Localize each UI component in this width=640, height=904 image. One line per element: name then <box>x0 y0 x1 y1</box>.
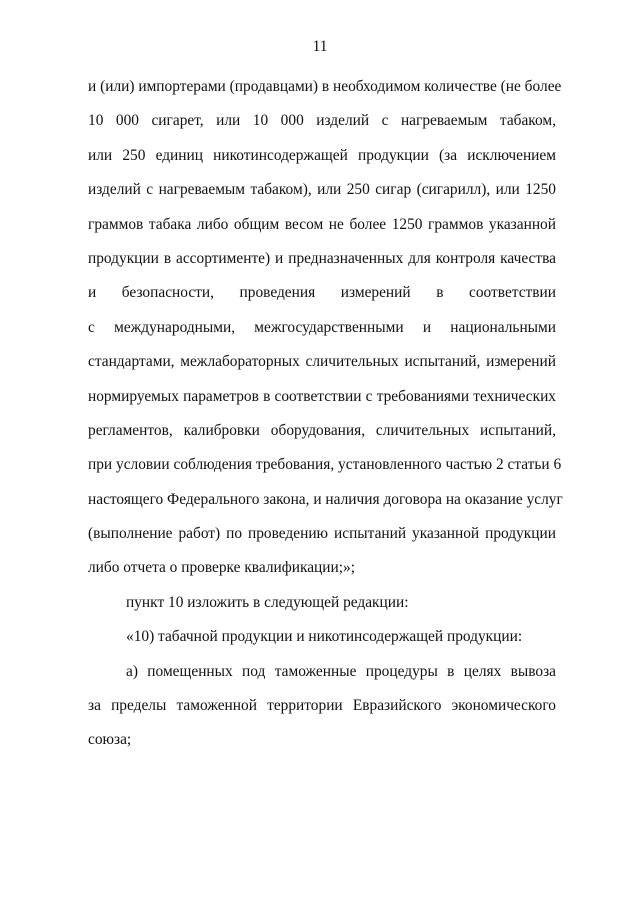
document-body <box>88 70 563 758</box>
text-line: или 250 единиц никотинсодержащей продукции (за исключением <box>88 146 556 164</box>
text-line: «10) табачной продукции и никотинсодержащей продукции: <box>126 628 523 646</box>
text-line: продукции в ассортименте) и предназначенных для контроля качества <box>88 249 556 267</box>
text-line: пункт 10 изложить в следующей редакции: <box>126 593 409 611</box>
text-line: граммов табака либо общим весом не более 1250 граммов указанной <box>88 215 556 233</box>
text-line: (выполнение работ) по проведению испытаний указанной продукции <box>88 525 556 543</box>
text-line: союза; <box>88 731 132 749</box>
page-number: 11 <box>312 38 328 55</box>
text-line: нормируемых параметров в соответствии с требованиями технических <box>88 387 556 405</box>
text-line: либо отчета о проверке квалификации;»; <box>88 559 355 577</box>
text-line: изделий с нагреваемым табаком), или 250 сигар (сигарилл), или 1250 <box>88 181 556 199</box>
text-line: настоящего Федерального закона, и наличия договора на оказание услуг <box>88 490 563 508</box>
text-line: и безопасности, проведения измерений в соответствии <box>88 284 556 302</box>
text-line: 10 000 сигарет, или 10 000 изделий с нагреваемым табаком, <box>88 112 556 130</box>
text-line: а) помещенных под таможенные процедуры в целях вывоза <box>126 662 556 680</box>
text-line: регламентов, калибровки оборудования, сличительных испытаний, <box>88 421 556 439</box>
text-line: за пределы таможенной территории Евразийского экономического <box>88 697 556 715</box>
text-line: стандартами, межлабораторных сличительных испытаний, измерений <box>88 353 556 371</box>
text-line: при условии соблюдения требования, установленного частью 2 статьи 6 <box>88 456 562 474</box>
text-line: и (или) импортерами (продавцами) в необходимом количестве (не более <box>88 78 562 95</box>
text-line: с международными, межгосударственными и национальными <box>88 318 556 336</box>
